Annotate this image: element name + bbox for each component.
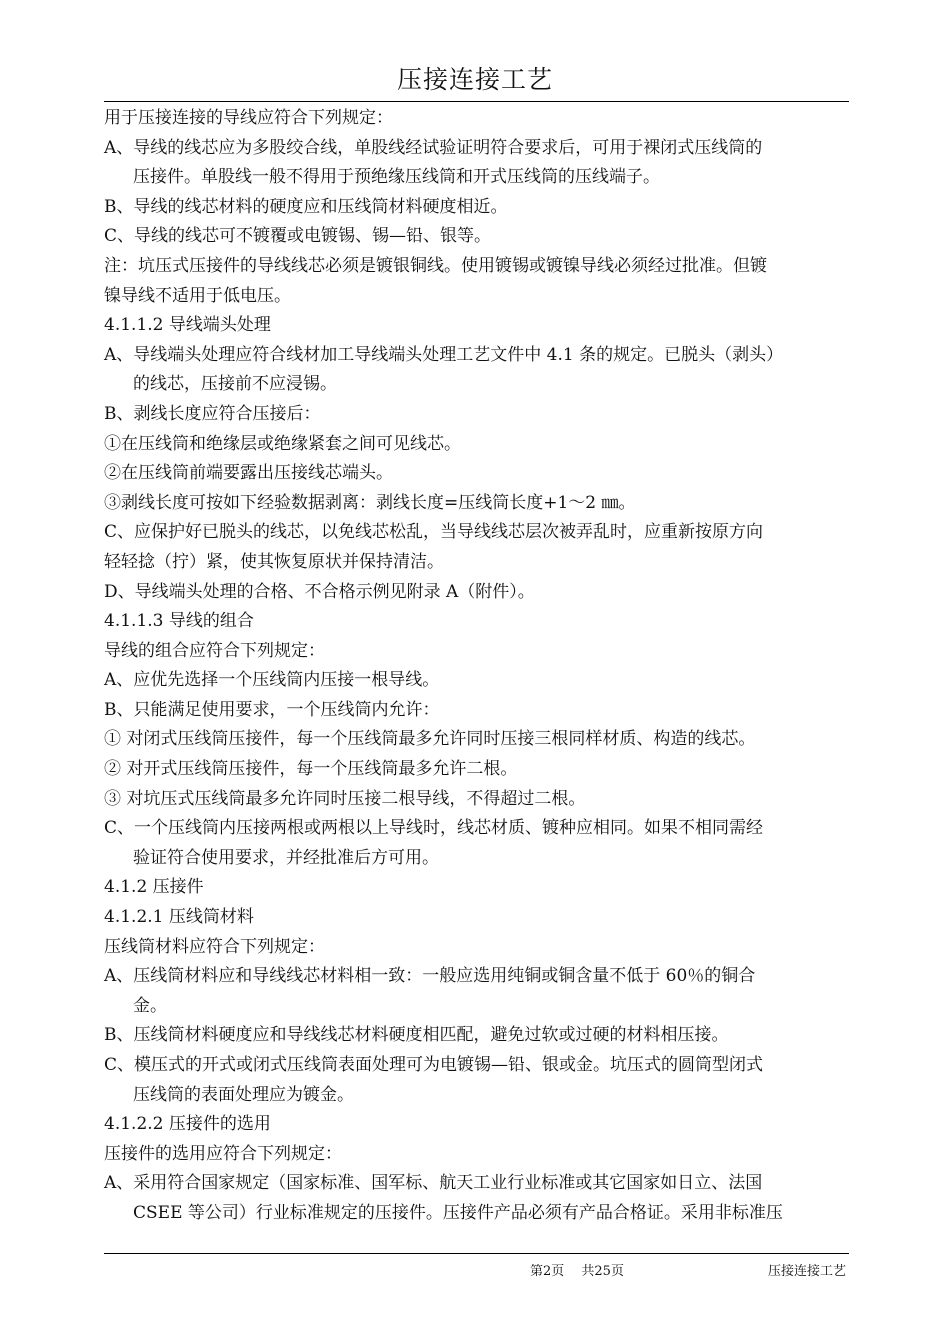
paragraph: 导线的组合应符合下列规定： — [104, 640, 325, 661]
paragraph: B、剥线长度应符合压接后： — [104, 403, 321, 424]
list-item: ③剥线长度可按如下经验数据剥离：剥线长度=压线筒长度+1～2 ㎜。 — [104, 492, 636, 513]
paragraph: C、模压式的开式或闭式压线筒表面处理可为电镀锡—铅、银或金。坑压式的圆筒型闭式 — [104, 1055, 764, 1075]
footer-page-number: 第2页 共25页 — [530, 1264, 624, 1279]
paragraph: A、导线端头处理应符合线材加工导线端头处理工艺文件中 4.1 条的规定。已脱头（剥头） — [104, 344, 784, 365]
paragraph: 用于压接连接的导线应符合下列规定： — [104, 108, 393, 128]
section-heading: 4.1.1.3 导线的组合 — [104, 611, 254, 632]
list-item: ① 对闭式压线筒压接件，每一个压线筒最多允许同时压接三根同样材质、构造的线芯。 — [104, 729, 756, 750]
paragraph: A、应优先选择一个压线筒内压接一根导线。 — [104, 670, 440, 691]
paragraph: C、导线的线芯可不镀覆或电镀锡、锡—铅、银等。 — [104, 226, 492, 247]
note-paragraph: 注：坑压式压接件的导线线芯必须是镀银铜线。使用镀锡或镀镍导线必须经过批准。但镀 — [104, 255, 767, 276]
paragraph: A、采用符合国家规定（国家标准、国军标、航天工业行业标准或其它国家如日立、法国 — [104, 1173, 763, 1194]
note-paragraph: 镍导线不适用于低电压。 — [104, 285, 291, 306]
paragraph: 的线芯，压接前不应浸锡。 — [133, 374, 337, 395]
paragraph: A、导线的线芯应为多股绞合线，单股线经试验证明符合要求后，可用于裸闭式压线筒的 — [104, 137, 763, 158]
list-item: ②在压线筒前端要露出压接线芯端头。 — [104, 463, 393, 484]
section-heading: 4.1.2 压接件 — [104, 877, 204, 898]
paragraph: 压线筒的表面处理应为镀金。 — [133, 1084, 354, 1105]
paragraph: B、压线筒材料硬度应和导线线芯材料硬度相匹配，避免过软或过硬的材料相压接。 — [104, 1025, 729, 1046]
footer-divider — [104, 1253, 849, 1254]
document-body — [104, 104, 852, 1229]
list-item: ③ 对坑压式压线筒最多允许同时压接二根导线，不得超过二根。 — [104, 788, 586, 809]
page-header-title: 压接连接工艺 — [396, 65, 553, 94]
paragraph: 压接件的选用应符合下列规定： — [104, 1143, 342, 1164]
paragraph: CSEE 等公司）行业标准规定的压接件。压接件产品必须有产品合格证。采用非标准压 — [133, 1202, 783, 1223]
paragraph: B、只能满足使用要求，一个压线筒内允许： — [104, 699, 440, 720]
paragraph: A、压线筒材料应和导线线芯材料相一致：一般应选用纯铜或铜含量不低于 60％的铜合 — [104, 966, 756, 987]
paragraph: 验证符合使用要求，并经批准后方可用。 — [133, 847, 439, 868]
header-divider — [104, 101, 849, 102]
paragraph: D、导线端头处理的合格、不合格示例见附录 A（附件）。 — [104, 581, 535, 602]
list-item: ①在压线筒和绝缘层或绝缘紧套之间可见线芯。 — [104, 433, 461, 454]
paragraph: 压线筒材料应符合下列规定： — [104, 936, 325, 957]
list-item: ② 对开式压线筒压接件，每一个压线筒最多允许二根。 — [104, 759, 518, 780]
paragraph: 轻轻捻（拧）紧，使其恢复原状并保持清洁。 — [104, 551, 444, 572]
paragraph: C、一个压线筒内压接两根或两根以上导线时，线芯材质、镀种应相同。如果不相同需经 — [104, 818, 764, 839]
paragraph: B、导线的线芯材料的硬度应和压线筒材料硬度相近。 — [104, 196, 508, 217]
paragraph: 压接件。单股线一般不得用于预绝缘压线筒和开式压线筒的压线端子。 — [133, 167, 660, 188]
section-heading: 4.1.2.1 压线筒材料 — [104, 907, 254, 928]
footer-document-title: 压接连接工艺 — [767, 1264, 846, 1279]
section-heading: 4.1.2.2 压接件的选用 — [104, 1114, 271, 1135]
paragraph: 金。 — [133, 995, 167, 1016]
section-heading: 4.1.1.2 导线端头处理 — [104, 315, 271, 336]
paragraph: C、应保护好已脱头的线芯，以免线芯松乱，当导线线芯层次被弄乱时，应重新按原方向 — [104, 522, 764, 543]
